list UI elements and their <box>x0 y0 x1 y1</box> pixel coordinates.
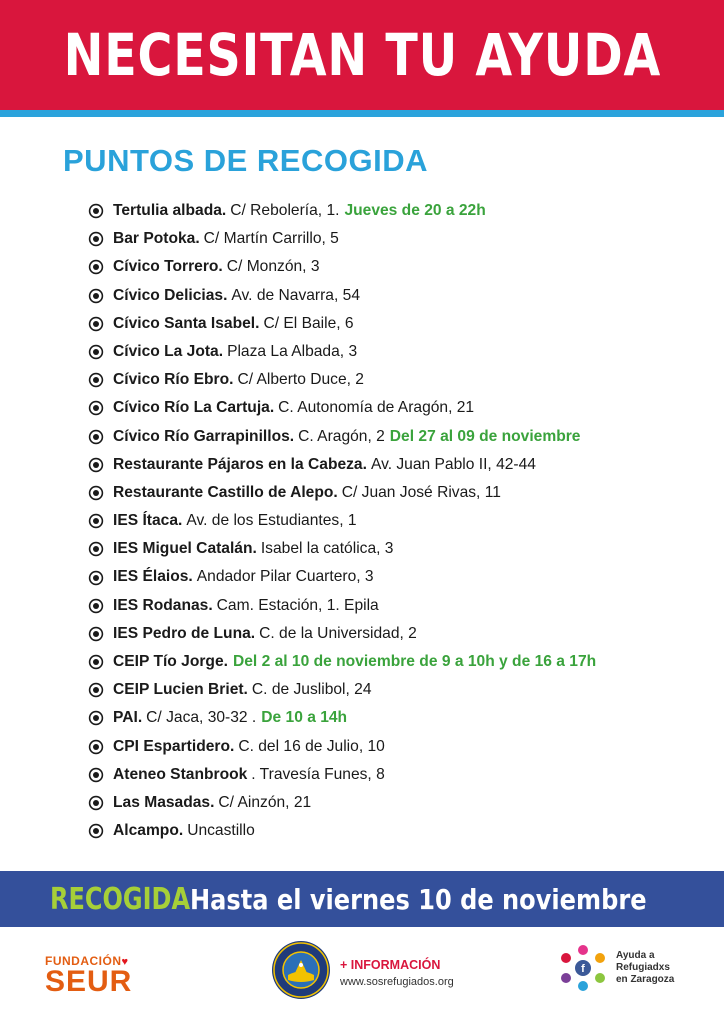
point-address: C. de la Universidad, 2 <box>259 624 417 642</box>
svg-text:f: f <box>581 963 585 975</box>
point-schedule: De 10 a 14h <box>261 709 348 727</box>
target-bullet-icon <box>88 400 104 416</box>
collection-point-item <box>88 789 596 817</box>
azr-line1: Ayuda a <box>616 950 655 961</box>
point-name: IES Rodanas. <box>113 596 213 614</box>
point-name: PAI. <box>113 709 143 727</box>
collection-point-item <box>88 592 596 620</box>
collection-point-item <box>88 282 596 310</box>
collection-point-item <box>88 761 596 789</box>
more-info <box>340 958 454 988</box>
collection-point-item <box>88 704 596 732</box>
point-address: C. del 16 de Julio, 10 <box>238 737 385 755</box>
point-name: Ateneo Stanbrook <box>113 765 248 783</box>
point-address: Plaza La Albada, 3 <box>227 342 358 360</box>
target-bullet-icon <box>88 203 104 219</box>
target-bullet-icon <box>88 316 104 332</box>
collection-point-item <box>88 451 596 479</box>
deadline-band <box>0 871 724 927</box>
collection-points-list <box>88 197 596 845</box>
point-name: Cívico La Jota. <box>113 342 224 360</box>
deadline-text: Hasta el viernes 10 de noviembre <box>190 882 647 916</box>
footer <box>0 927 724 1024</box>
point-address: Isabel la católica, 3 <box>260 540 394 558</box>
point-name: IES Pedro de Luna. <box>113 624 256 642</box>
point-name: CPI Espartidero. <box>113 737 235 755</box>
target-bullet-icon <box>88 457 104 473</box>
point-name: Restaurante Pájaros en la Cabeza. <box>113 455 367 473</box>
point-address: Uncastillo <box>187 822 255 840</box>
collection-point-item <box>88 676 596 704</box>
point-address: C/ Rebolería, 1. <box>230 202 340 219</box>
seur-brand-text: SEUR <box>45 965 133 998</box>
point-name: Alcampo. <box>113 822 184 840</box>
header-banner <box>0 0 724 110</box>
point-name: Cívico Torrero. <box>113 258 223 276</box>
point-address: C/ Monzón, 3 <box>226 258 320 276</box>
point-address: C/ El Baile, 6 <box>263 314 354 332</box>
target-bullet-icon <box>88 654 104 670</box>
point-address: Av. de los Estudiantes, 1 <box>186 512 357 530</box>
collection-point-item <box>88 253 596 281</box>
target-bullet-icon <box>88 429 104 445</box>
collection-point-item <box>88 648 596 676</box>
collection-point-item <box>88 310 596 338</box>
point-address: C/ Juan José Rivas, 11 <box>341 483 501 501</box>
target-bullet-icon <box>88 767 104 783</box>
target-bullet-icon <box>88 795 104 811</box>
target-bullet-icon <box>88 739 104 755</box>
ayuda-refugiados-zaragoza-logo <box>556 941 674 995</box>
collection-point-item <box>88 563 596 591</box>
people-circle-icon <box>556 941 610 995</box>
point-name: Cívico Santa Isabel. <box>113 314 260 332</box>
header-stripe <box>0 110 724 117</box>
target-bullet-icon <box>88 288 104 304</box>
point-name: Bar Potoka. <box>113 230 200 248</box>
section-title: PUNTOS DE RECOGIDA <box>63 143 428 178</box>
point-schedule: Jueves de 20 a 22h <box>344 202 486 219</box>
point-name: Tertulia albada. <box>113 202 227 219</box>
point-address: Av. de Navarra, 54 <box>231 286 360 304</box>
point-name: Cívico Delicias. <box>113 286 228 304</box>
sos-refugiados-seal-logo <box>271 940 331 1005</box>
point-address: C/ Jaca, 30-32 . <box>146 709 257 727</box>
point-name: IES Élaios. <box>113 568 193 586</box>
collection-point-item <box>88 197 596 225</box>
point-name: Restaurante Castillo de Alepo. <box>113 483 338 501</box>
seur-top-text: FUNDACIÓN <box>45 954 122 968</box>
point-name: Cívico Río Ebro. <box>113 371 234 389</box>
target-bullet-icon <box>88 372 104 388</box>
point-schedule: Del 2 al 10 de noviembre de 9 a 10h y de 16 a 17h <box>232 653 597 670</box>
point-name: Las Masadas. <box>113 793 215 811</box>
collection-point-item <box>88 423 596 451</box>
collection-point-item <box>88 733 596 761</box>
target-bullet-icon <box>88 682 104 698</box>
point-address: Andador Pilar Cuartero, 3 <box>196 568 374 586</box>
band-label: RECOGIDA <box>50 881 191 917</box>
point-address: C/ Ainzón, 21 <box>218 793 312 811</box>
heart-icon: ♥ <box>121 956 129 968</box>
azr-line3: en Zaragoza <box>616 974 675 985</box>
target-bullet-icon <box>88 541 104 557</box>
point-name: Cívico Río Garrapinillos. <box>113 427 295 445</box>
more-info-label: + INFORMACIÓN <box>340 958 441 972</box>
website-url[interactable]: www.sosrefugiados.org <box>340 976 454 988</box>
point-address: C. Autonomía de Aragón, 21 <box>278 399 475 417</box>
headline: NECESITAN TU AYUDA <box>63 21 661 89</box>
azr-line2: Refugiadxs <box>616 962 670 973</box>
collection-point-item <box>88 225 596 253</box>
point-name: IES Miguel Catalán. <box>113 540 257 558</box>
point-name: CEIP Tío Jorge. <box>113 653 228 670</box>
target-bullet-icon <box>88 710 104 726</box>
point-name: CEIP Lucien Briet. <box>113 681 248 699</box>
point-address: C/ Alberto Duce, 2 <box>237 371 364 389</box>
target-bullet-icon <box>88 570 104 586</box>
point-address: Cam. Estación, 1. Epila <box>216 596 379 614</box>
collection-point-item <box>88 479 596 507</box>
point-address: C. de Juslibol, 24 <box>251 681 372 699</box>
target-bullet-icon <box>88 626 104 642</box>
collection-point-item <box>88 338 596 366</box>
collection-point-item <box>88 535 596 563</box>
collection-point-item <box>88 394 596 422</box>
point-address: C. Aragón, 2 <box>298 427 385 445</box>
point-name: Cívico Río La Cartuja. <box>113 399 275 417</box>
collection-point-item <box>88 620 596 648</box>
target-bullet-icon <box>88 598 104 614</box>
point-address: . Travesía Funes, 8 <box>251 765 385 783</box>
fundacion-seur-logo <box>45 954 132 996</box>
collection-point-item <box>88 507 596 535</box>
target-bullet-icon <box>88 513 104 529</box>
point-address: C/ Martín Carrillo, 5 <box>203 230 339 248</box>
target-bullet-icon <box>88 823 104 839</box>
point-address: Av. Juan Pablo II, 42-44 <box>370 455 536 473</box>
target-bullet-icon <box>88 231 104 247</box>
target-bullet-icon <box>88 485 104 501</box>
collection-point-item <box>88 817 596 845</box>
point-schedule: Del 27 al 09 de noviembre <box>389 427 581 445</box>
target-bullet-icon <box>88 259 104 275</box>
target-bullet-icon <box>88 344 104 360</box>
point-name: IES Ítaca. <box>113 512 183 530</box>
collection-point-item <box>88 366 596 394</box>
